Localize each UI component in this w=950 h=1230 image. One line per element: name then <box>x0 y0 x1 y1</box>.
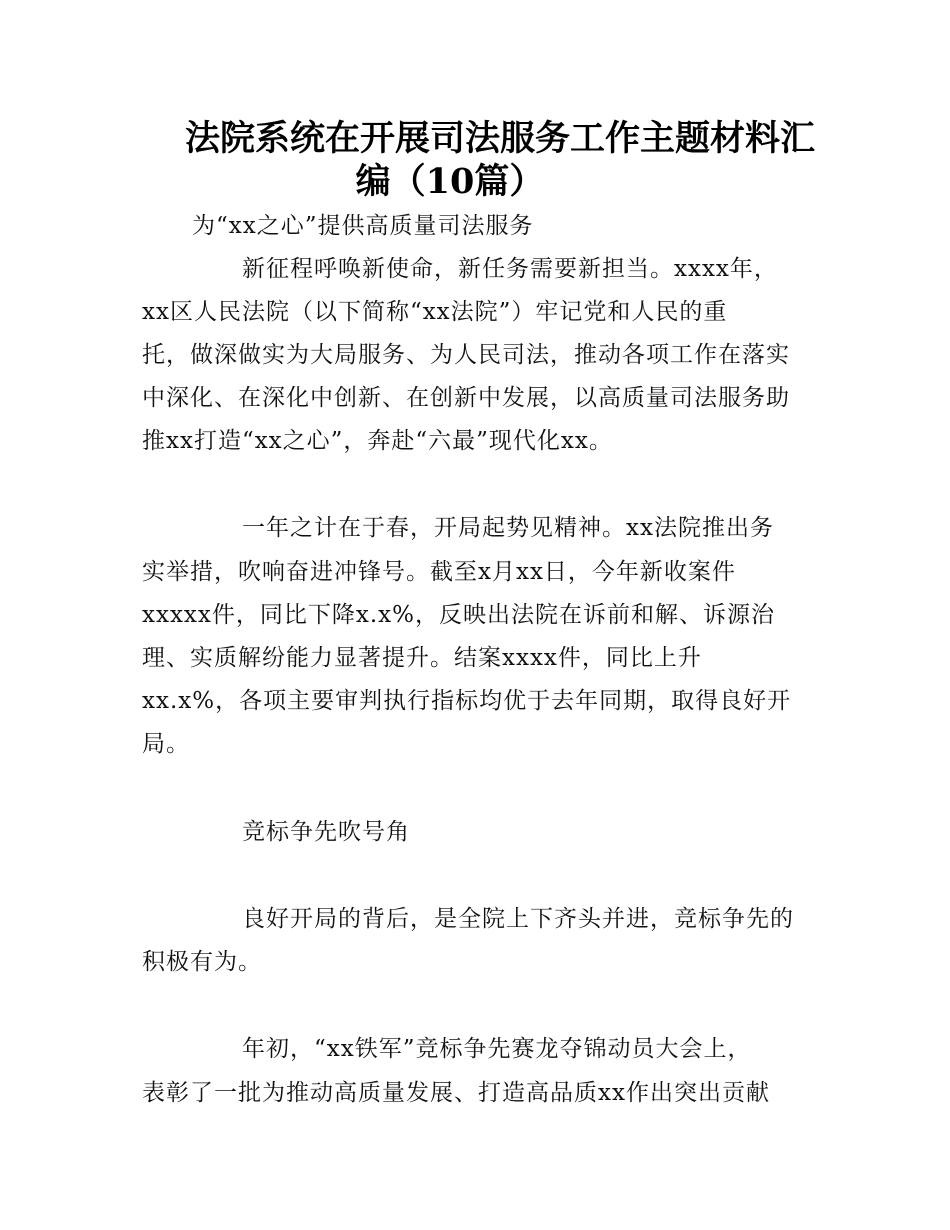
paragraph-3-line-2: 积极有为。 <box>142 949 262 975</box>
paragraph-1-line-1: 新征程呼唤新使命，新任务需要新担当。xxxx年， <box>242 256 778 282</box>
paragraph-2-line-2: 实举措，吹响奋进冲锋号。截至x月xx日，今年新收案件 <box>142 559 736 585</box>
paragraph-4-line-2: 表彰了一批为推动高质量发展、打造高品质xx作出突出贡献 <box>142 1080 770 1106</box>
paragraph-2-line-3: xxxxx件，同比下降x.x%，反映出法院在诉前和解、诉源治 <box>142 602 775 628</box>
paragraph-4-line-1: 年初，“xx铁军”竞标争先赛龙夺锦动员大会上， <box>242 1036 752 1062</box>
paragraph-1-line-3: 托，做深做实为大局服务、为人民司法，推动各项工作在落实 <box>142 342 790 368</box>
paragraph-2-line-6: 局。 <box>142 731 190 757</box>
section-heading: 竞标争先吹号角 <box>242 819 410 845</box>
paragraph-3-line-1: 良好开局的背后，是全院上下齐头并进，竞标争先的 <box>242 906 794 932</box>
paragraph-1-line-2: xx区人民法院（以下简称“xx法院”）牢记党和人民的重 <box>142 299 728 325</box>
paragraph-1-line-4: 中深化、在深化中创新、在创新中发展，以高质量司法服务助 <box>142 385 790 411</box>
document-title-line-1: 法院系统在开展司法服务工作主题材料汇 <box>184 118 815 159</box>
paragraph-1-line-5: 推xx打造“xx之心”，奔赴“六最”现代化xx。 <box>142 428 613 454</box>
paragraph-2-line-4: 理、实质解纷能力显著提升。结案xxxx件，同比上升 <box>142 645 702 671</box>
paragraph-2-line-1: 一年之计在于春，开局起势见精神。xx法院推出务 <box>242 515 774 541</box>
paragraph-2-line-5: xx.x%，各项主要审判执行指标均优于去年同期，取得良好开 <box>142 688 792 714</box>
document-title-line-2: 编（10篇） <box>355 161 545 202</box>
document-subtitle: 为“xx之心”提供高质量司法服务 <box>192 213 534 239</box>
